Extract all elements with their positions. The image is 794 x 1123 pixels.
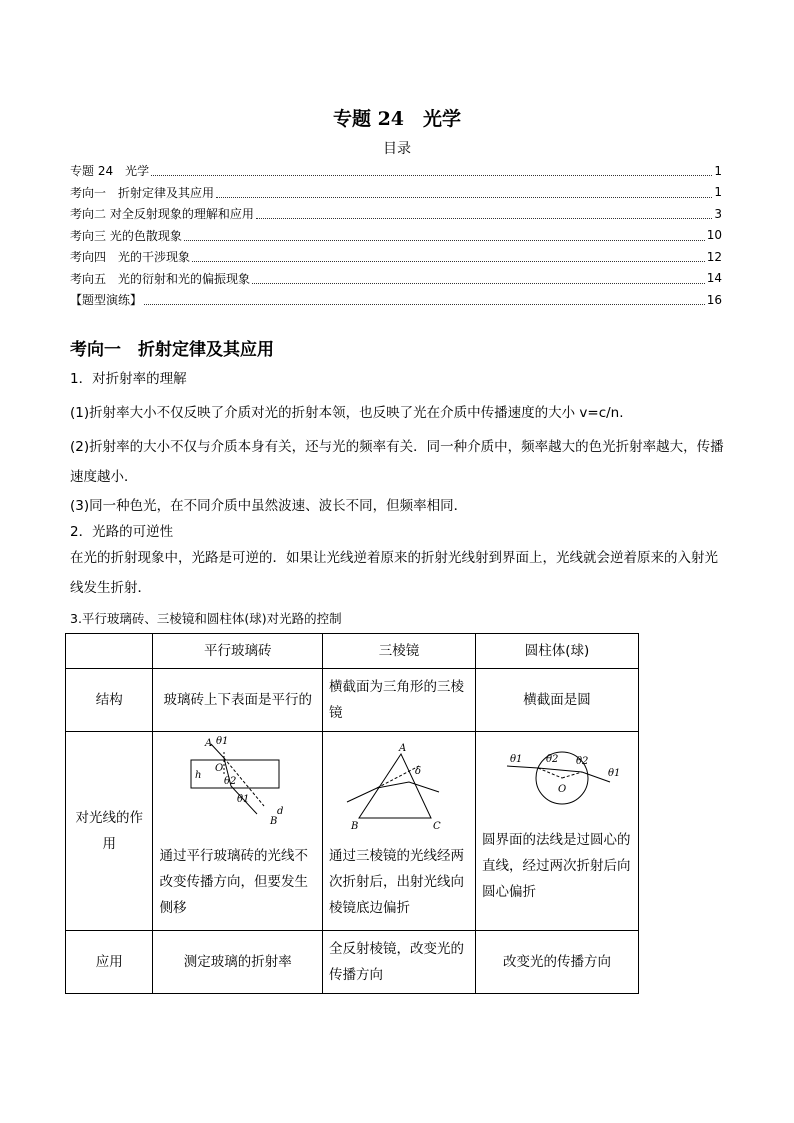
toc-page: 10 — [706, 228, 722, 243]
paragraph: 在光的折射现象中，光路是可逆的．如果让光线逆着原来的折射光线射到界面上，光线就会逆着原来的入射光线发生折射． — [70, 550, 718, 596]
label-theta1: θ1 — [216, 736, 229, 747]
paragraph: 2．光路的可逆性 — [70, 524, 174, 540]
label-theta2: θ2 — [545, 754, 559, 765]
table-header: 圆柱体(球) — [475, 634, 638, 669]
paragraph: (3)同一种色光，在不同介质中虽然波速、波长不同，但频率相同． — [70, 498, 468, 514]
label-A: A — [398, 743, 407, 754]
table-cell — [153, 732, 323, 931]
toc-page: 3 — [714, 206, 722, 221]
label-C: C — [432, 821, 441, 832]
optics-table — [65, 633, 639, 994]
toc-label: 【题型演练】 — [70, 293, 143, 308]
toc-page: 16 — [706, 292, 722, 307]
page-title: 专题 24 光学 — [332, 108, 462, 130]
paragraph: (1)折射率大小不仅反映了介质对光的折射本领，也反映了光在介质中传播速度的大小 v=c/n. — [70, 405, 624, 421]
table-cell: 横截面为三角形的三棱镜 — [322, 669, 475, 732]
toc-label: 考向五 光的衍射和光的偏振现象 — [70, 271, 251, 286]
table-of-contents — [70, 160, 722, 311]
toc-page: 14 — [706, 271, 722, 286]
toc-label: 考向三 光的色散现象 — [70, 228, 182, 243]
toc-page: 12 — [706, 249, 722, 264]
label-A: A — [205, 738, 213, 749]
toc-entry[interactable] — [70, 203, 722, 225]
toc-page: 1 — [714, 163, 722, 178]
table-cell: 测定玻璃的折射率 — [153, 931, 323, 994]
toc-label: 考向二 对全反射现象的理解和应用 — [70, 207, 254, 222]
label-B: B — [350, 821, 359, 832]
toc-entry[interactable] — [70, 182, 722, 204]
row-label: 应用 — [66, 931, 153, 994]
table-cell: 玻璃砖上下表面是平行的 — [153, 669, 323, 732]
label-O: O — [557, 784, 567, 795]
table-cell: 改变光的传播方向 — [475, 931, 638, 994]
section-heading: 考向一 折射定律及其应用 — [70, 340, 274, 360]
row-label: 对光线的作用 — [66, 732, 153, 931]
toc-entry[interactable] — [70, 160, 722, 182]
table-cell — [322, 732, 475, 931]
toc-entry[interactable] — [70, 225, 722, 247]
toc-label: 考向一 折射定律及其应用 — [70, 185, 215, 200]
toc-label: 专题 24 光学 — [70, 164, 150, 179]
table-cell: 全反射棱镜，改变光的传播方向 — [322, 931, 475, 994]
cell-text: 通过平行玻璃砖的光线不改变传播方向，但要发生侧移 — [159, 848, 308, 916]
paragraph: 3.平行玻璃砖、三棱镜和圆柱体(球)对光路的控制 — [70, 611, 342, 626]
table-row — [66, 669, 639, 732]
row-label: 结构 — [66, 669, 153, 732]
table-row — [66, 931, 639, 994]
label-theta1: θ1 — [509, 754, 523, 765]
paragraph: 1．对折射率的理解 — [70, 371, 187, 387]
label-theta1: θ1 — [237, 794, 250, 805]
label-theta2: θ2 — [575, 756, 589, 767]
table-header: 三棱镜 — [322, 634, 475, 669]
table-header: 平行玻璃砖 — [153, 634, 323, 669]
label-d: d — [277, 806, 284, 817]
toc-label: 考向四 光的干涉现象 — [70, 250, 191, 265]
cell-text: 通过三棱镜的光线经两次折射后，出射光线向棱镜底边偏折 — [328, 848, 464, 916]
label-B: B — [270, 816, 278, 827]
label-theta2: θ2 — [224, 776, 237, 787]
paragraph: (2)折射率的大小不仅与介质本身有关，还与光的频率有关．同一种介质中，频率越大的色光折射率越大，传播速度越小． — [70, 439, 724, 485]
toc-entry[interactable] — [70, 268, 722, 290]
label-theta1: θ1 — [607, 768, 621, 779]
label-O: O — [215, 763, 224, 774]
cell-text: 圆界面的法线是过圆心的直线，经过两次折射后向圆心偏折 — [481, 832, 631, 900]
toc-page: 1 — [714, 185, 722, 200]
label-delta: δ — [414, 766, 422, 777]
table-header — [66, 634, 153, 669]
table-cell — [475, 732, 638, 931]
toc-entry[interactable] — [70, 246, 722, 268]
label-h: h — [195, 770, 202, 781]
circle-diagram — [482, 736, 632, 818]
toc-entry[interactable] — [70, 289, 722, 311]
toc-title: 目录 — [383, 141, 411, 157]
table-row — [66, 732, 639, 931]
table-cell: 横截面是圆 — [475, 669, 638, 732]
glass-slab-diagram — [159, 736, 309, 834]
prism-diagram — [329, 736, 469, 834]
